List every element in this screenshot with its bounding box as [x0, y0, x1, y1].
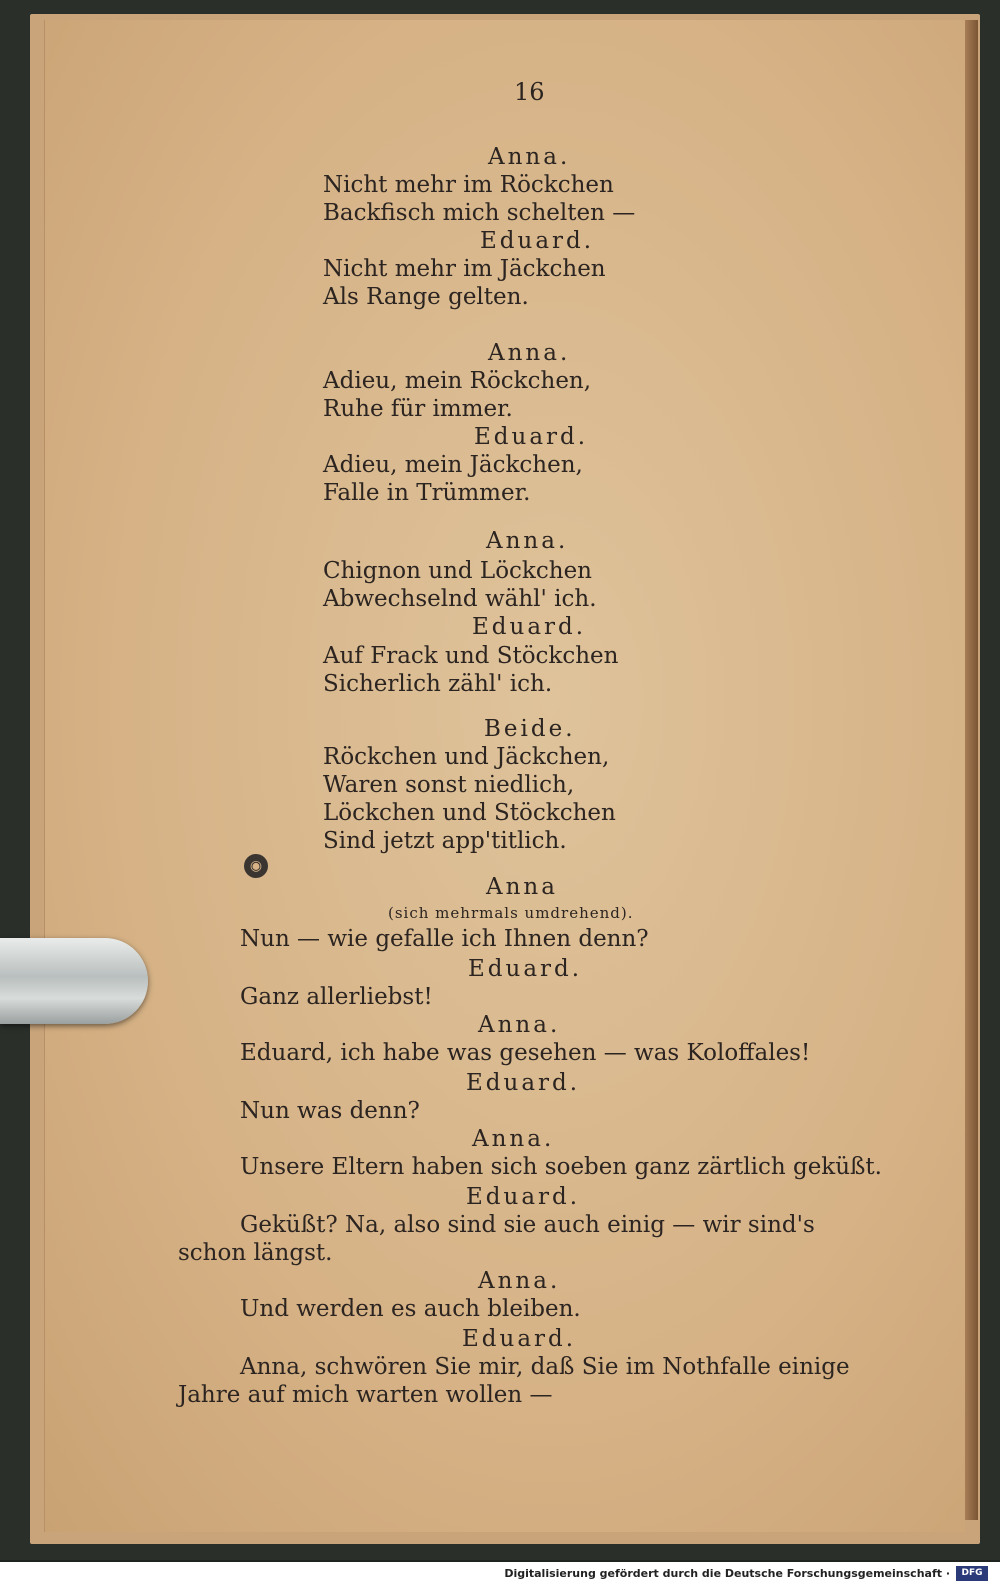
speaker-label: Anna [486, 874, 558, 900]
verse-line: Waren sonst niedlich, [323, 772, 575, 798]
footer-bar [0, 1562, 1000, 1586]
speaker-label: Eduard. [472, 614, 587, 640]
verse-line: Ruhe für immer. [323, 396, 513, 422]
dialogue-line: Geküßt? Na, also sind sie auch einig — wir sind's [240, 1212, 815, 1238]
speaker-label: Anna. [478, 1268, 561, 1294]
speaker-label: Eduard. [474, 424, 589, 450]
dialogue-line: Anna, schwören Sie mir, daß Sie im Nothfalle einige [240, 1354, 850, 1380]
verse-line: Röckchen und Jäckchen, [323, 744, 610, 770]
speaker-label: Eduard. [466, 1184, 581, 1210]
page-clip [0, 938, 148, 1024]
speaker-label: Eduard. [480, 228, 595, 254]
speaker-label: Anna. [488, 144, 571, 170]
verse-line: Falle in Trümmer. [323, 480, 531, 506]
page-number: 16 [514, 78, 545, 106]
dialogue-line: Ganz allerliebst! [240, 984, 433, 1010]
verse-line: Adieu, mein Jäckchen, [323, 452, 583, 478]
speaker-label: Eduard. [466, 1070, 581, 1096]
verse-line: Löckchen und Stöckchen [323, 800, 616, 826]
verse-line: Nicht mehr im Jäckchen [323, 256, 606, 282]
dialogue-line: Nun — wie gefalle ich Ihnen denn? [240, 926, 649, 952]
dialogue-line: Nun was denn? [240, 1098, 420, 1124]
speaker-label: Anna. [486, 528, 569, 554]
verse-line: Backfisch mich schelten — [323, 200, 636, 226]
speaker-label: Beide. [484, 716, 576, 742]
dialogue-line: Unsere Eltern haben sich soeben ganz zärtlich geküßt. [240, 1154, 882, 1180]
verse-line: Als Range gelten. [323, 284, 529, 310]
dialogue-line: Eduard, ich habe was gesehen — was Koloffales! [240, 1040, 811, 1066]
dialogue-line: Und werden es auch bleiben. [240, 1296, 581, 1322]
dialogue-line: Jahre auf mich warten wollen — [178, 1382, 553, 1408]
speaker-label: Anna. [488, 340, 571, 366]
dialogue-line: schon längst. [178, 1240, 333, 1266]
stage-direction: (sich mehrmals umdrehend). [388, 904, 634, 922]
library-stamp-icon: ◉ [244, 854, 268, 878]
verse-line: Chignon und Löckchen [323, 558, 592, 584]
verse-line: Auf Frack und Stöckchen [323, 643, 619, 669]
verse-line: Sicherlich zähl' ich. [323, 671, 553, 697]
dfg-logo: DFG [956, 1566, 988, 1581]
speaker-label: Eduard. [462, 1326, 577, 1352]
speaker-label: Anna. [472, 1126, 555, 1152]
footer-credit: Digitalisierung gefördert durch die Deutsche Forschungsgemeinschaft · [504, 1567, 950, 1580]
verse-line: Adieu, mein Röckchen, [323, 368, 592, 394]
speaker-label: Eduard. [468, 956, 583, 982]
verse-line: Abwechselnd wähl' ich. [323, 586, 597, 612]
speaker-label: Anna. [478, 1012, 561, 1038]
verse-line: Nicht mehr im Röckchen [323, 172, 614, 198]
verse-line: Sind jetzt app'titlich. [323, 828, 567, 854]
